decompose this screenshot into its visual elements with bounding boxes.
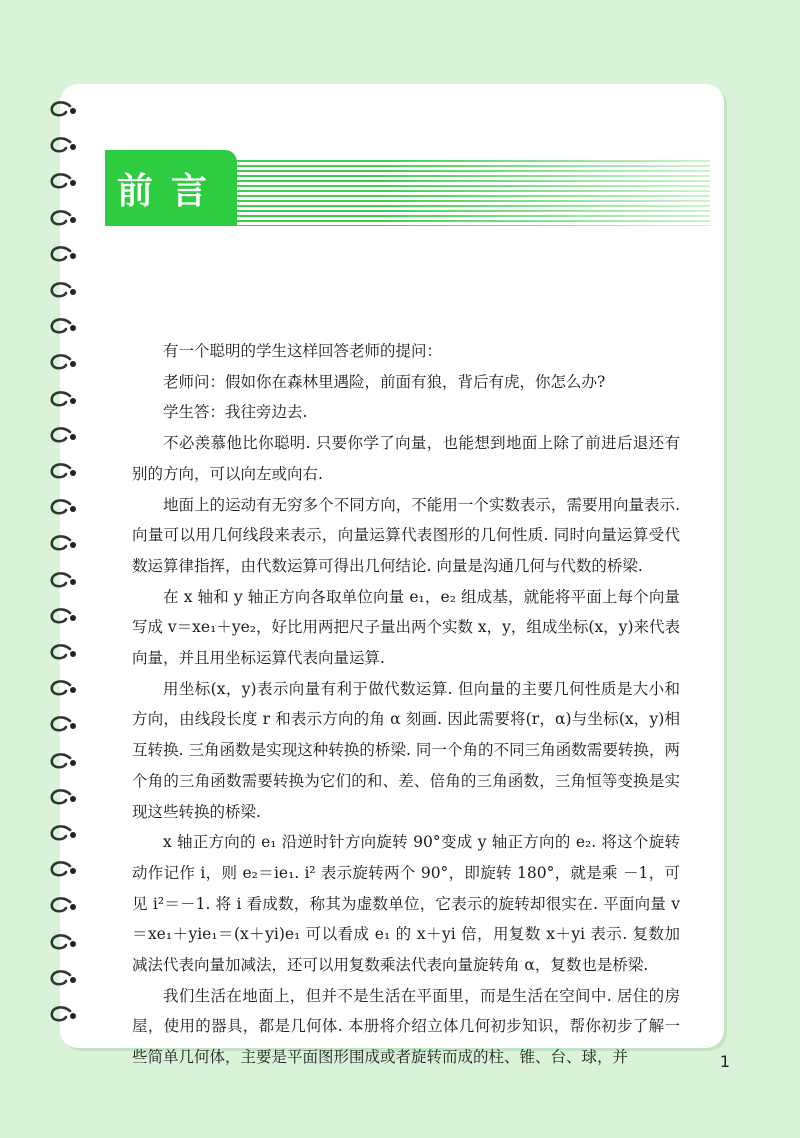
binding-ring-icon bbox=[48, 752, 82, 772]
binding-ring-icon bbox=[48, 788, 82, 808]
binding-ring-icon bbox=[48, 1005, 82, 1025]
binding-ring-icon bbox=[48, 824, 82, 844]
binding-ring-icon bbox=[48, 498, 82, 518]
page-number: 1 bbox=[719, 1052, 730, 1071]
binding-ring-icon bbox=[48, 534, 82, 554]
binding-ring-icon bbox=[48, 281, 82, 301]
paragraph: 地面上的运动有无穷多个不同方向，不能用一个实数表示，需要用向量表示. 向量可以用几何线段来表示，向量运算代表图形的几何性质. 同时向量运算受代数运算律指挥，由代数运算可得出几何结论. 向量是沟通几何与代数的桥梁. bbox=[132, 495, 680, 575]
paragraph: 老师问：假如你在森林里遇险，前面有狼，背后有虎，你怎么办? bbox=[163, 372, 606, 391]
binding-ring-icon bbox=[48, 571, 82, 591]
binding-ring-icon bbox=[48, 353, 82, 373]
binding-ring-icon bbox=[48, 317, 82, 337]
binding-ring-icon bbox=[48, 136, 82, 156]
binding-ring-icon bbox=[48, 896, 82, 916]
title-tab bbox=[105, 150, 237, 226]
paragraph: 我们生活在地面上，但并不是生活在平面里，而是生活在空间中. 居住的房屋，使用的器具，都是几何体. 本册将介绍立体几何初步知识，帮你初步了解一些简单几何体，主要是平面图形围成或者旋转而成的柱、锥、台、球，并 bbox=[132, 986, 680, 1067]
binding-ring-icon bbox=[48, 607, 82, 627]
spiral-binding bbox=[48, 100, 88, 1040]
binding-ring-icon bbox=[48, 209, 82, 229]
binding-ring-icon bbox=[48, 245, 82, 265]
paragraph: 在 x 轴和 y 轴正方向各取单位向量 e₁，e₂ 组成基，就能将平面上每个向量写成 v＝xe₁＋ye₂，好比用两把尺子量出两个实数 x，y，组成坐标(x，y)来代表向量，并且用坐标运算代表向量运算. bbox=[132, 587, 680, 668]
paragraph: 不必羡慕他比你聪明. 只要你学了向量，也能想到地面上除了前进后退还有别的方向，可以向左或向右. bbox=[132, 434, 680, 483]
binding-ring-icon bbox=[48, 462, 82, 482]
paragraph: 用坐标(x，y)表示向量有利于做代数运算. 但向量的主要几何性质是大小和方向，由线段长度 r 和表示方向的角 α 刻画. 因此需要将(r，α)与坐标(x，y)相互转换. 三角函数是实现这种转换的桥梁. 同一个角的不同三角函数需要转换，两个角的三角函数需要转换为它们的和、差、倍角的三角函数，三角恒等变换是实现这些转换的桥梁. bbox=[132, 679, 680, 821]
title-stripes-decoration bbox=[237, 160, 710, 226]
binding-ring-icon bbox=[48, 643, 82, 663]
binding-ring-icon bbox=[48, 390, 82, 410]
binding-ring-icon bbox=[48, 172, 82, 192]
paragraph: 有一个聪明的学生这样回答老师的提问： bbox=[163, 342, 443, 360]
binding-ring-icon bbox=[48, 100, 82, 120]
binding-ring-icon bbox=[48, 933, 82, 953]
paragraph: 学生答：我往旁边去. bbox=[163, 403, 308, 422]
preface-text bbox=[132, 336, 680, 1073]
binding-ring-icon bbox=[48, 860, 82, 880]
binding-ring-icon bbox=[48, 679, 82, 699]
binding-ring-icon bbox=[48, 426, 82, 446]
page-title: 前言 bbox=[116, 170, 225, 212]
binding-ring-icon bbox=[48, 969, 82, 989]
paragraph: x 轴正方向的 e₁ 沿逆时针方向旋转 90°变成 y 轴正方向的 e₂. 将这个旋转动作记作 i，则 e₂＝ie₁. i² 表示旋转两个 90°，即旋转 180°，就是乘 －1，可见 i²＝－1. 将 i 看成数，称其为虚数单位，它表示的旋转却很实在. 平面向量 v＝xe₁＋yie₁＝(x＋yi)e₁ 可以看成 e₁ 的 x＋yi 倍，用复数 x＋yi 表示. 复数加减法代表向量加减法，还可以用复数乘法代表向量旋转角 α，复数也是桥梁. bbox=[132, 833, 680, 975]
binding-ring-icon bbox=[48, 715, 82, 735]
